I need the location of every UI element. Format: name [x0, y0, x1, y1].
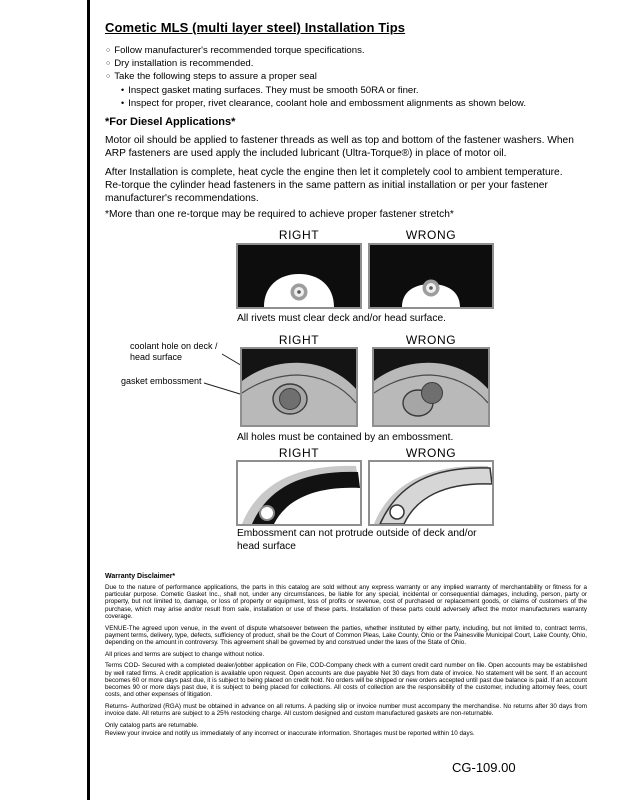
- page-code: CG-109.00: [452, 760, 516, 775]
- protrude-caption: Embossment can not protrude outside of deck and/or head surface: [237, 528, 477, 552]
- embossment-right-diagram: [236, 460, 362, 526]
- right-column-header: RIGHT: [278, 333, 320, 347]
- tip-text: Dry installation is recommended.: [114, 58, 254, 69]
- dot-bullet-icon: •: [121, 85, 125, 95]
- gasket-embossment-label: gasket embossment: [121, 376, 202, 386]
- holes-caption: All holes must be contained by an embossment.: [237, 432, 454, 443]
- rivet-caption: All rivets must clear deck and/or head surface.: [237, 313, 446, 324]
- page-title: Cometic MLS (multi layer steel) Installation Tips: [105, 20, 406, 35]
- circle-bullet-icon: ○: [106, 73, 111, 80]
- tip-subitem: [121, 97, 526, 110]
- diesel-paragraph-heat-cycle: After Installation is complete, heat cycle the engine then let it completely cool to ambient temperature. Re-torque the cylinder head fasteners in the same pattern as initial installation or per your fastener manufacturer's recommendations.: [105, 167, 563, 204]
- disclaimer-paragraph: VENUE-The agreed upon venue, in the event of dispute whatsoever between the parties, whether instituted by either party, including, but not limited to, contract terms, payment terms, delivery, type, defects, sufficiency of product, shall be the Court of Common Pleas, Lake County, Ohio or the Painesville Municipal Court, Lake County, Ohio, depending on the amount in controversy. This agreement shall be governed by and construed under the laws of the State of Ohio.: [105, 624, 587, 646]
- disclaimer-paragraph: Terms COD- Secured with a completed dealer/jobber application on File, COD-Company check with a current credit card number on file. Open accounts may be established by well rated firms. A credit application is available upon request. Open accounts are due payable Net 30 days from date of invoice. No statement will be sent. If an account becomes 60 or more days past due, it is subject to being placed on credit hold. No orders will be shipped or new orders accepted until past due balance is paid. If an account becomes 90 or more days past due, it is subject to being placed for collections. All costs of collection are the responsibility of the customer, including attorney fees, court costs, and other expenses of litigation.: [105, 662, 587, 699]
- wrong-column-header: WRONG: [405, 228, 457, 242]
- tip-text: Inspect for proper, rivet clearance, coolant hole and embossment alignments as shown below.: [128, 98, 526, 109]
- tip-subitem: [121, 84, 526, 97]
- embossment-wrong-diagram: [368, 460, 494, 526]
- installation-tips-list: [106, 45, 526, 110]
- circle-bullet-icon: ○: [106, 60, 111, 67]
- retorque-note: *More than one re-torque may be required to achieve proper fastener stretch*: [105, 209, 454, 220]
- right-column-header: RIGHT: [278, 228, 320, 242]
- disclaimer-paragraph: Returns- Authorized (RGA) must be obtained in advance on all returns. A packing slip or invoice number must accompany the merchandise. No returns after 30 days from invoice date. All returns are subject to a 25% restocking charge. All custom designed and custom manufactured gaskets are non-returnable.: [105, 702, 587, 718]
- diesel-paragraph-oil: Motor oil should be applied to fastener threads as well as top and bottom of the fastener washers. When ARP fasteners are used apply the included lubricant (Ultra-Torque®) in place of motor oil.: [105, 135, 574, 159]
- wrong-column-header: WRONG: [405, 446, 457, 460]
- right-column-header: RIGHT: [278, 446, 320, 460]
- disclaimer-paragraph: Only catalog parts are returnable.: [105, 721, 199, 729]
- disclaimer-paragraph: All prices and terms are subject to change without notice.: [105, 650, 265, 658]
- circle-bullet-icon: ○: [106, 47, 111, 54]
- tip-text: Follow manufacturer's recommended torque specifications.: [114, 45, 365, 56]
- rivet-wrong-diagram: [368, 243, 494, 309]
- disclaimer-heading: Warranty Disclaimer*: [105, 573, 176, 580]
- disclaimer-paragraph: Due to the nature of performance applications, the parts in this catalog are sold without any express warranty or any implied warranty of merchantability or fitness for a particular purpose. Cometic Gasket Inc., shall not, under any circumstances, be liable for any special, incidental or consequential damages, including, person, party or property, but not limited to, damage, or loss of property or equipment, loss of profits or revenue, cost of purchased or replacement goods, or claims of customers of the purchase, which may arise and/or result from sale, installation or use of these parts. Installation of these parts could adversely affect the motor manufacturers warranty coverage.: [105, 584, 587, 620]
- diesel-applications-heading: *For Diesel Applications*: [105, 116, 236, 128]
- coolant-right-diagram: [240, 347, 358, 427]
- wrong-column-header: WRONG: [405, 333, 457, 347]
- warranty-disclaimer-section: [105, 573, 587, 742]
- disclaimer-paragraph: Review your invoice and notify us immediately of any incorrect or inaccurate information. Shortages must be reported within 10 days.: [105, 729, 475, 737]
- tip-item: [106, 71, 526, 84]
- tip-item: [106, 45, 526, 58]
- page-left-border-rule: [87, 0, 90, 800]
- rivet-right-diagram: [236, 243, 362, 309]
- tip-text: Take the following steps to assure a proper seal: [114, 71, 317, 82]
- dot-bullet-icon: •: [121, 98, 125, 108]
- tip-text: Inspect gasket mating surfaces. They must be smooth 50RA or finer.: [128, 85, 419, 96]
- coolant-wrong-diagram: [372, 347, 490, 427]
- tip-item: [106, 58, 526, 71]
- coolant-hole-label: coolant hole on deck / head surface: [130, 341, 218, 362]
